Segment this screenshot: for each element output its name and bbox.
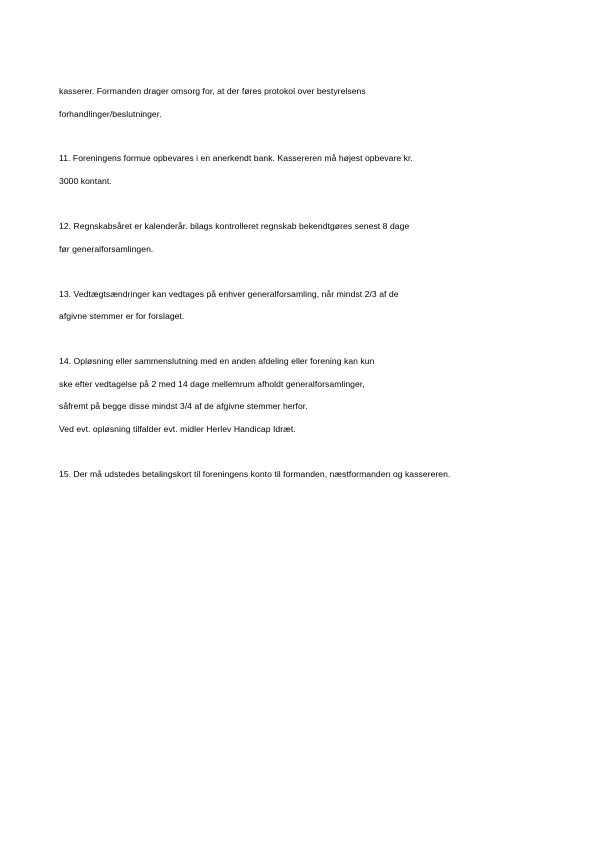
- paragraph-14-line-2: ske efter vedtagelse på 2 med 14 dage mellemrum afholdt generalforsamlinger,: [59, 379, 365, 389]
- paragraph-15-line-1: 15. Der må udstedes betalingskort til foreningens konto til formanden, næstformanden og kassereren.: [59, 469, 451, 479]
- paragraph-10-line-2: forhandlinger/beslutninger.: [59, 109, 162, 119]
- paragraph-10-line-1: kasserer. Formanden drager omsorg for, at der føres protokol over bestyrelsens: [59, 86, 366, 96]
- paragraph-12-line-1: 12. Regnskabsåret er kalenderår. bilags kontrolleret regnskab bekendtgøres senest 8 dage: [59, 221, 410, 231]
- paragraph-11-line-2: 3000 kontant.: [59, 176, 112, 186]
- paragraph-14-line-3: såfremt på begge disse mindst 3/4 af de afgivne stemmer herfor.: [59, 401, 308, 411]
- paragraph-14-line-1: 14. Opløsning eller sammenslutning med en anden afdeling eller forening kan kun: [59, 356, 375, 366]
- paragraph-13-line-1: 13. Vedtægtsændringer kan vedtages på enhver generalforsamling, når mindst 2/3 af de: [59, 289, 399, 299]
- paragraph-12-line-2: før generalforsamlingen.: [59, 244, 154, 254]
- paragraph-11-line-1: 11. Foreningens formue opbevares i en anerkendt bank. Kassereren må højest opbevare kr.: [59, 153, 413, 163]
- paragraph-14-line-4: Ved evt. opløsning tilfalder evt. midler Herlev Handicap Idræt.: [59, 424, 296, 434]
- paragraph-13-line-2: afgivne stemmer er for forslaget.: [59, 311, 185, 321]
